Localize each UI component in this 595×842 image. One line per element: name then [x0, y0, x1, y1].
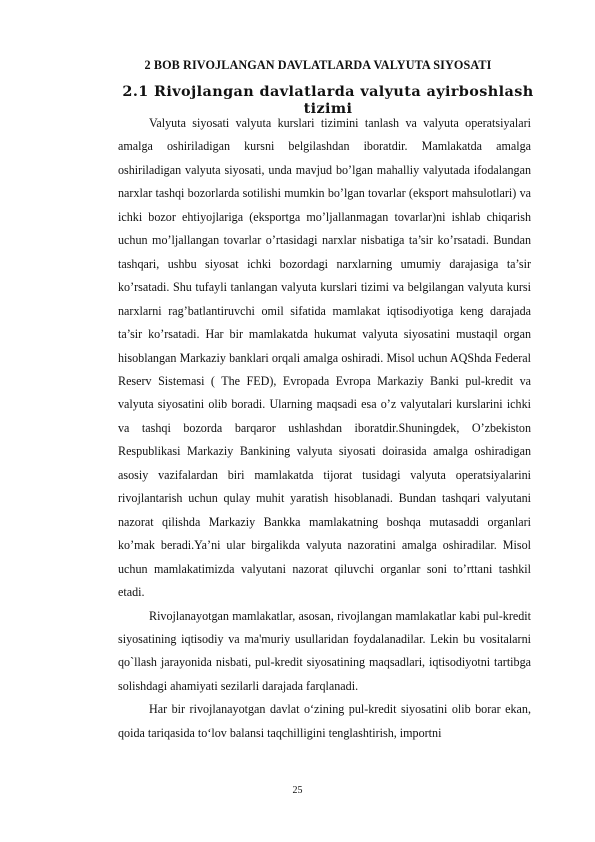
section-heading: 2.1 Rivojlangan davlatlarda valyuta ayirboshlash tizimi [122, 83, 534, 117]
chapter-heading: 2 BOB RIVOJLANGAN DAVLATLARDA VALYUTA SIYOSATI [144, 58, 492, 72]
page-number: 25 [292, 785, 303, 796]
body-text [118, 112, 531, 745]
paragraph: Har bir rivojlanayotgan davlat o‘zining pul-kredit siyosatini olib borar ekan, qoida tariqasida to‘lov balansi taqchilligini tenglashtirish, importni [118, 702, 531, 740]
paragraph: Rivojlanayotgan mamlakatlar, asosan, rivojlangan mamlakatlar kabi pul-kredit siyosatining iqtisodiy va ma'muriy usullaridan foydalanadilar. Lekin bu vositalarni qo`llash jarayonida nisbati, pul-kredit siyosatining maqsadlari, iqtisodiyotni tartibga solishdagi ahamiyati sezilarli darajada farqlanadi. [118, 608, 531, 693]
paragraph: Valyuta siyosati valyuta kurslari tizimini tanlash va valyuta operatsiyalari amalga oshiriladigan kursni belgilashdan iboratdir. Mamlakatda amalga oshiriladigan valyuta siyosati, unda mavjud bo’lgan mahalliy valyutada ifodalangan narxlar tashqi bozorlarda sotilishi mumkin bo’lgan tovarlar (eksport mahsulotlari) va ichki bozor ehtiyojlariga (eksportga mo’ljallanmagan tovarlar)ni ishlab chiqarish uchun mo’ljallangan tovarlar o’rtasidagi narxlar nisbatiga ta’sir ko’rsatadi. Bundan tashqari, ushbu siyosat ichki bozordagi narxlarning umumiy darajasiga ta’sir ko’rsatadi. Shu tufayli tanlangan valyuta kurslari tizimi va belgilangan valyuta kursi narxlarni rag’batlantiruvchi omil sifatida mamlakat iqtisodiyotiga keng darajada ta’sir ko’rsatadi. Har bir mamlakatda hukumat valyuta siyosatini mustaqil organ hisoblangan Markaziy banklari orqali amalga oshiradi. Misol uchun AQShda Federal Reserv Sistemasi ( The FED), Evropada Evropa Markaziy Banki pul-kredit va valyuta siyosatini olib boradi. Ularning maqsadi esa o’z valyutalari kurslarini ichki va tashqi bozorda barqaror ushlashdan iboratdir.Shuningdek, O’zbekiston Respublikasi Markaziy Bankining valyuta siyosati doirasida amalga oshiradigan asosiy vazifalardan biri mamlakatda tijorat tusidagi valyuta operatsiyalarini rivojlantarish uchun qulay muhit yaratish hisoblanadi. Bundan tashqari valyutani nazorat qilishda Markaziy Bankka mamlakatning boshqa mutasaddi organlari ko’mak beradi.Ya’ni ular birgalikda valyuta nazoratini amalga oshiradilar. Misol uchun mamlakatimizda valyutani nazorat qiluvchi organlar soni to’rttani tashkil etadi. [118, 116, 531, 600]
